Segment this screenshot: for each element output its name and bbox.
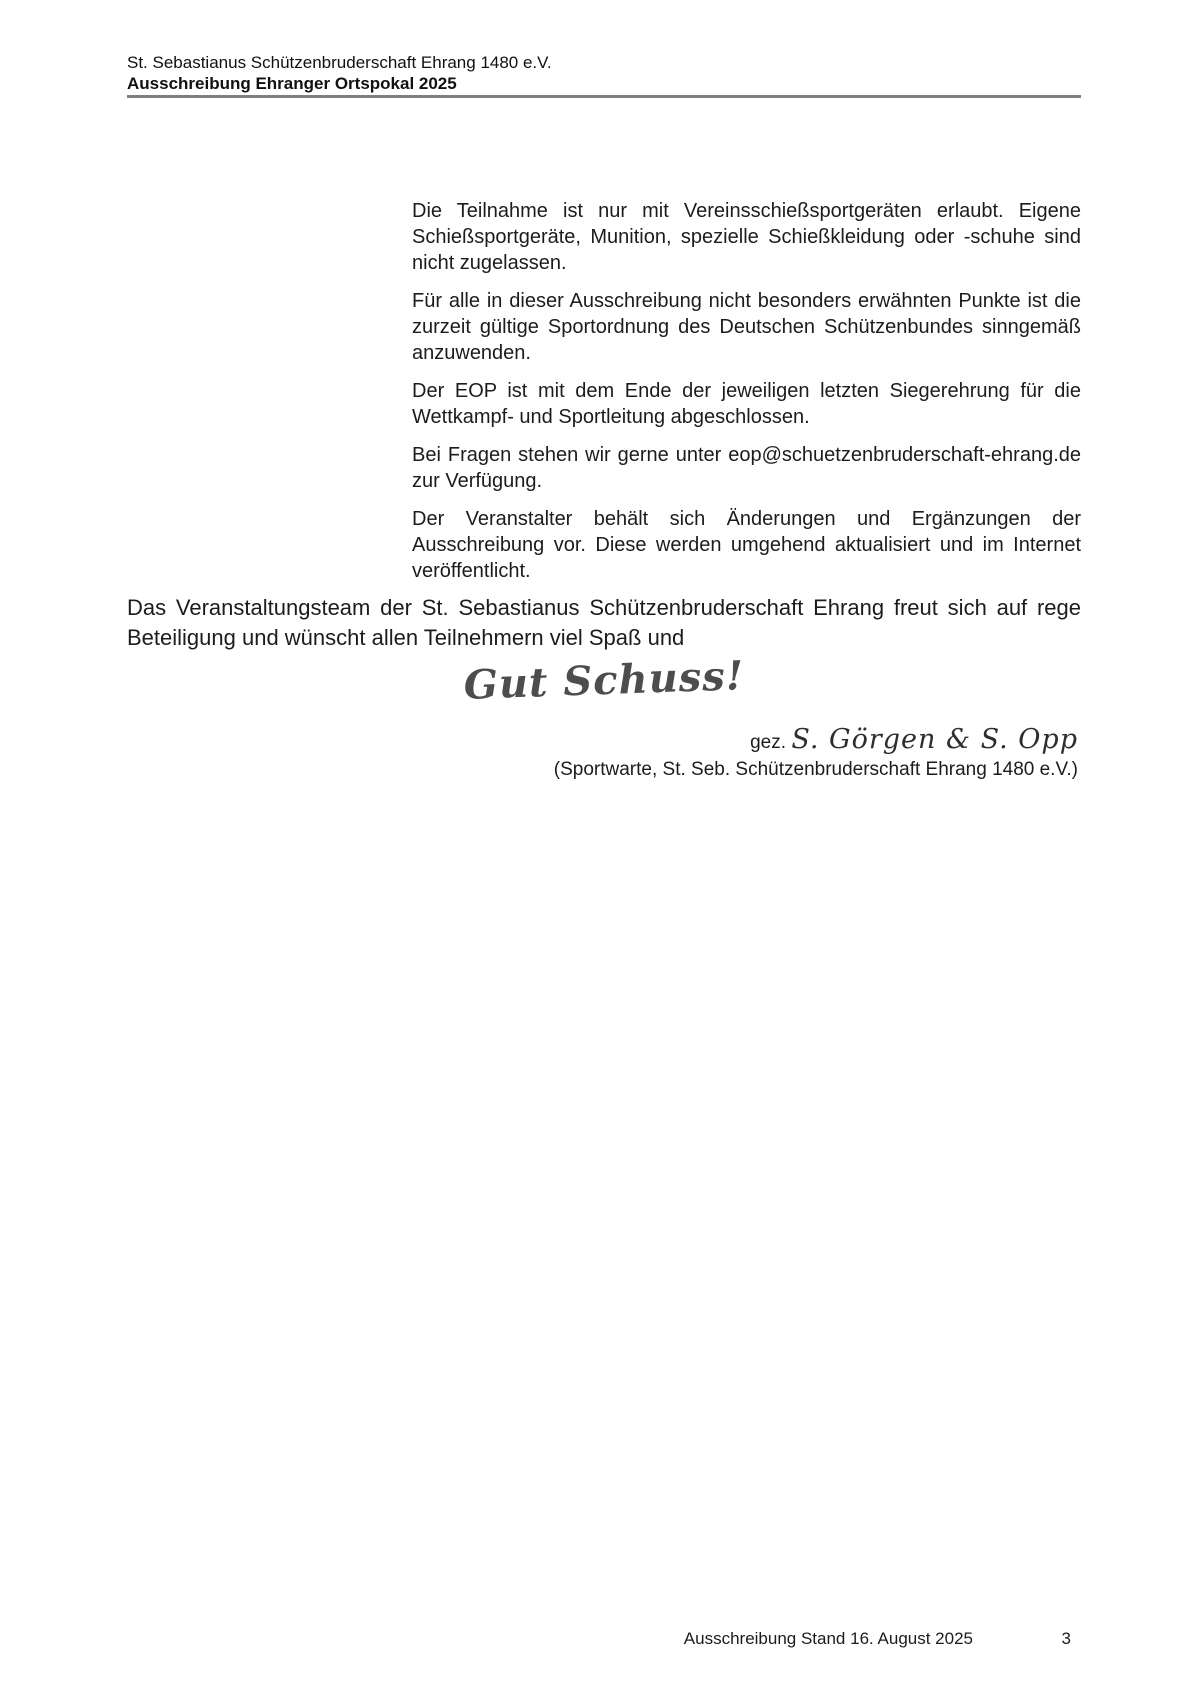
footer-page-number: 3	[1061, 1629, 1071, 1648]
body-paragraphs	[412, 198, 1081, 596]
paragraph-eop-end: Der EOP ist mit dem Ende der jeweiligen letzten Siegerehrung für die Wettkampf- und Sportleitung abgeschlossen.	[412, 380, 1081, 428]
closing-paragraph: Das Veranstaltungsteam der St. Sebastianus Schützenbruderschaft Ehrang freut sich auf rege Beteiligung und wünscht allen Teilnehmern viel Spaß und	[127, 595, 1081, 650]
gut-schuss-slogan: Gut Schuss!	[462, 652, 746, 709]
paragraph-contact-email: Bei Fragen stehen wir gerne unter eop@schuetzenbruderschaft-ehrang.de zur Verfügung.	[412, 444, 1081, 492]
header-doc-title: Ausschreibung Ehranger Ortspokal 2025	[127, 74, 457, 93]
paragraph-changes: Der Veranstalter behält sich Änderungen und Ergänzungen der Ausschreibung vor. Diese werden umgehend aktualisiert und im Internet veröffentlicht.	[412, 508, 1081, 582]
signature-line	[750, 724, 1078, 755]
header-org-line: St. Sebastianus Schützenbruderschaft Ehrang 1480 e.V.	[127, 53, 552, 72]
header-divider	[127, 95, 1081, 98]
page-header	[127, 52, 1081, 94]
paragraph-equipment: Die Teilnahme ist nur mit Vereinsschießsportgeräten erlaubt. Eigene Schießsportgeräte, Munition, spezielle Schießkleidung oder -schuhe sind nicht zugelassen.	[412, 200, 1081, 274]
signature-names: S. Görgen & S. Opp	[791, 724, 1078, 755]
signature-prefix: gez.	[750, 732, 792, 753]
footer-status-text: Ausschreibung Stand 16. August 2025	[683, 1629, 973, 1648]
signature-role-line: (Sportwarte, St. Seb. Schützenbruderschaft Ehrang 1480 e.V.)	[553, 759, 1078, 780]
paragraph-sportordnung: Für alle in dieser Ausschreibung nicht besonders erwähnten Punkte ist die zurzeit gültige Sportordnung des Deutschen Schützenbundes sinngemäß anzuwenden.	[412, 290, 1081, 364]
